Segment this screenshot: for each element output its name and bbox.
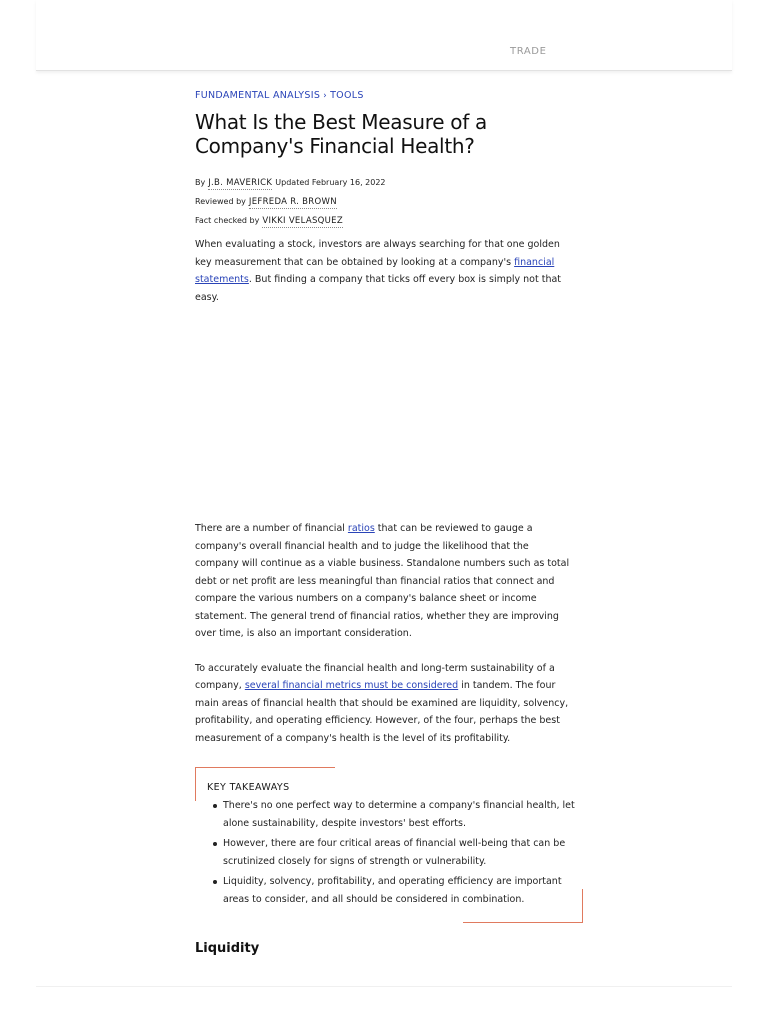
author-link[interactable]: J.B. MAVERICK xyxy=(208,178,273,188)
reviewed-label: Reviewed by xyxy=(195,197,246,206)
ratios-link[interactable]: ratios xyxy=(347,523,375,534)
key-takeaways-heading: KEY TAKEAWAYS xyxy=(207,782,290,793)
key-takeaways-box xyxy=(195,767,583,923)
factcheck-label: Fact checked by xyxy=(195,216,260,225)
para2-text-2: that can be reviewed to gauge a company's overall financial health and to judge the likelihood that the company will continue as a viable business. Standalone numbers such as total debt or net profit are less meaningful than financial ratios that connect and compare the various numbers on a company's balance sheet or income statement. The general trend of financial ratios, whether they are improving over time, is also an important consideration. xyxy=(195,523,570,639)
financial-statements-link[interactable]: financial statements xyxy=(195,256,555,285)
takeaways-list xyxy=(207,797,583,908)
page-title: What Is the Best Measure of a Company's Financial Health? xyxy=(195,110,487,158)
takeaways-border-bottom xyxy=(463,922,583,923)
byline-author xyxy=(195,178,575,190)
paragraph-metrics xyxy=(195,660,575,748)
by-label: By xyxy=(195,178,206,187)
takeaways-border-left xyxy=(195,767,196,801)
site-header xyxy=(36,0,732,71)
breadcrumb-item-fundamental-analysis[interactable]: FUNDAMENTAL ANALYSIS xyxy=(195,90,321,101)
reviewer-link[interactable]: JEFREDA R. BROWN xyxy=(248,197,337,207)
article xyxy=(195,90,575,957)
byline-block xyxy=(195,178,575,228)
para3-text-1: To accurately evaluate the financial health and long-term sustainability of a company, xyxy=(195,662,555,691)
list-item: However, there are four critical areas of financial well-being that can be scrutinized closely for signs of strength or vulnerability. xyxy=(223,835,583,870)
byline-reviewer xyxy=(195,197,575,209)
breadcrumb-item-tools[interactable]: TOOLS xyxy=(330,90,364,101)
list-item: There's no one perfect way to determine a company's financial health, let alone sustainability, despite investors' best efforts. xyxy=(223,797,583,832)
paragraph-ratios xyxy=(195,520,575,643)
byline-factchecker xyxy=(195,216,575,228)
list-item: Liquidity, solvency, profitability, and operating efficiency are important areas to consider, and all should be considered in combination. xyxy=(223,873,583,908)
nav-item-trade[interactable]: TRADE xyxy=(510,46,547,57)
breadcrumb xyxy=(195,90,575,102)
chevron-right-icon: › xyxy=(323,91,328,101)
factchecker-link[interactable]: VIKKI VELASQUEZ xyxy=(262,216,343,226)
intro-paragraph xyxy=(195,236,575,306)
financial-metrics-link[interactable]: several financial metrics must be considered xyxy=(244,680,459,691)
intro-text-2: . But finding a company that ticks off every box is simply not that easy. xyxy=(195,274,562,303)
para3-text-2: in tandem. The four main areas of financial health that should be examined are liquidity, solvency, profitability, and operating efficiency. However, of the four, perhaps the best measurement of a company's health is the level of its profitability. xyxy=(195,680,569,744)
intro-text-1: When evaluating a stock, investors are always searching for that one golden key measurement that can be obtained by looking at a company's xyxy=(195,239,560,268)
updated-date: Updated February 16, 2022 xyxy=(275,178,386,187)
section-heading-liquidity: Liquidity xyxy=(195,941,260,956)
takeaways-border-top xyxy=(195,767,335,768)
ad-placeholder xyxy=(195,306,575,520)
divider xyxy=(36,986,732,987)
para2-text-1: There are a number of financial xyxy=(195,523,348,534)
